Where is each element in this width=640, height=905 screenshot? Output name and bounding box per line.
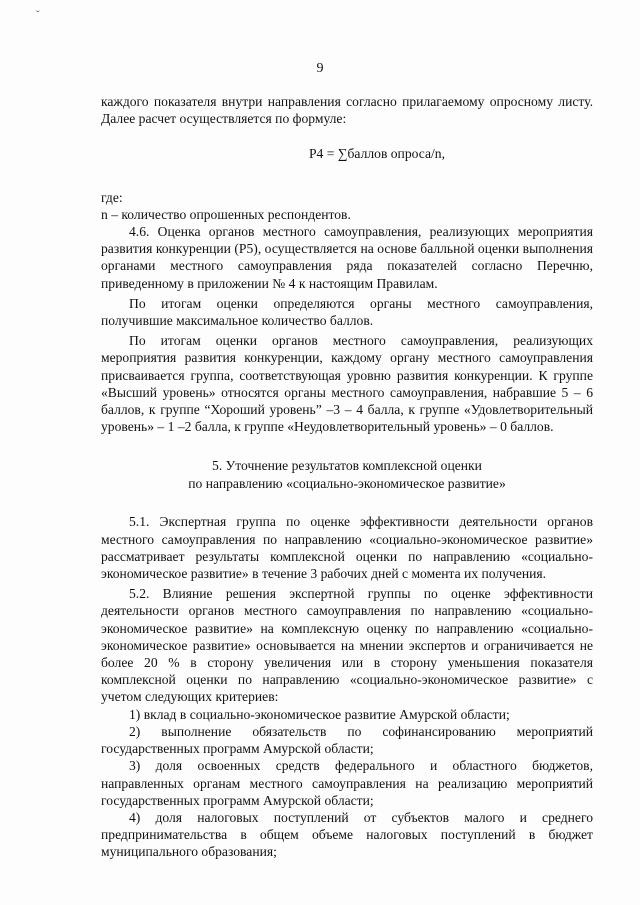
criteria-item-3: 3) доля освоенных средств федерального и областного бюджетов, направленных органам местного самоуправления на реализацию мероприятий государственных программ Амурской области; <box>101 758 593 808</box>
criteria-item-4: 4) доля налоговых поступлений от субъектов малого и среднего предпринимательства в общем объеме налоговых поступлений в бюджет муниципального образования; <box>101 809 593 860</box>
document-body <box>101 93 593 861</box>
section-heading-line-1: 5. Уточнение результатов комплексной оценки <box>212 458 482 474</box>
paragraph-max-score: По итогам оценки определяются органы местного самоуправления, получившие максимальное количество баллов. <box>101 295 593 329</box>
scan-mark: ˇ <box>36 9 40 21</box>
paragraph-5-1: 5.1. Экспертная группа по оценке эффективности деятельности органов местного самоуправления по направлению «социально-экономическое развитие» рассматривает результаты комплексной оценки по направлению «социально-экономическое развитие» в течение 3 рабочих дней с момента их получения. <box>101 514 593 582</box>
where-n-definition: n – количество опрошенных респондентов. <box>101 206 351 222</box>
criteria-item-1: 1) вклад в социально-экономическое развитие Амурской области; <box>129 706 510 722</box>
page-number: 9 <box>316 61 324 76</box>
formula: Р4 = ∑баллов опроса/n, <box>309 146 445 162</box>
section-heading-line-2: по направлению «социально-экономическое развитие» <box>188 476 506 492</box>
paragraph-groups: По итогам оценки органов местного самоуправления, реализующих мероприятия развития конкуренции, каждому органу местного самоуправления присваивается группа, соответствующая уровню развития конкуренции. К группе «Высший уровень» относятся органы местного самоуправления, набравшие 5 – 6 баллов, к группе “Хороший уровень” –3 – 4 балла, к группе «Удовлетворительный уровень» – 1 –2 балла, к группе «Неудовлетворительный уровень» – 0 баллов. <box>101 333 593 435</box>
where-label: где: <box>101 189 123 205</box>
paragraph-continuation: каждого показателя внутри направления согласно прилагаемому опросному листу. Далее расчет осуществляется по формуле: <box>101 94 593 127</box>
criteria-item-2: 2) выполнение обязательств по софинансированию мероприятий государственных программ Амурской области; <box>101 723 593 757</box>
section-heading <box>101 457 593 493</box>
paragraph-5-2: 5.2. Влияние решения экспертной группы по оценке эффективности деятельности органов местного самоуправления по направлению «социально-экономическое развитие» на комплексную оценку по направлению «социально-экономическое развитие» основывается на мнении экспертов и ограничивается не более 20 % в сторону увеличения или в сторону уменьшения показателя комплексной оценки по направлению «социально-экономическое развитие» с учетом следующих критериев: <box>101 586 593 705</box>
paragraph-4-6: 4.6. Оценка органов местного самоуправления, реализующих мероприятия развития конкуренции (Р5), осуществляется на основе балльной оценки выполнения органами местного самоуправления ряда показателей согласно Перечню, приведенному в приложении № 4 к настоящим Правилам. <box>101 224 593 291</box>
